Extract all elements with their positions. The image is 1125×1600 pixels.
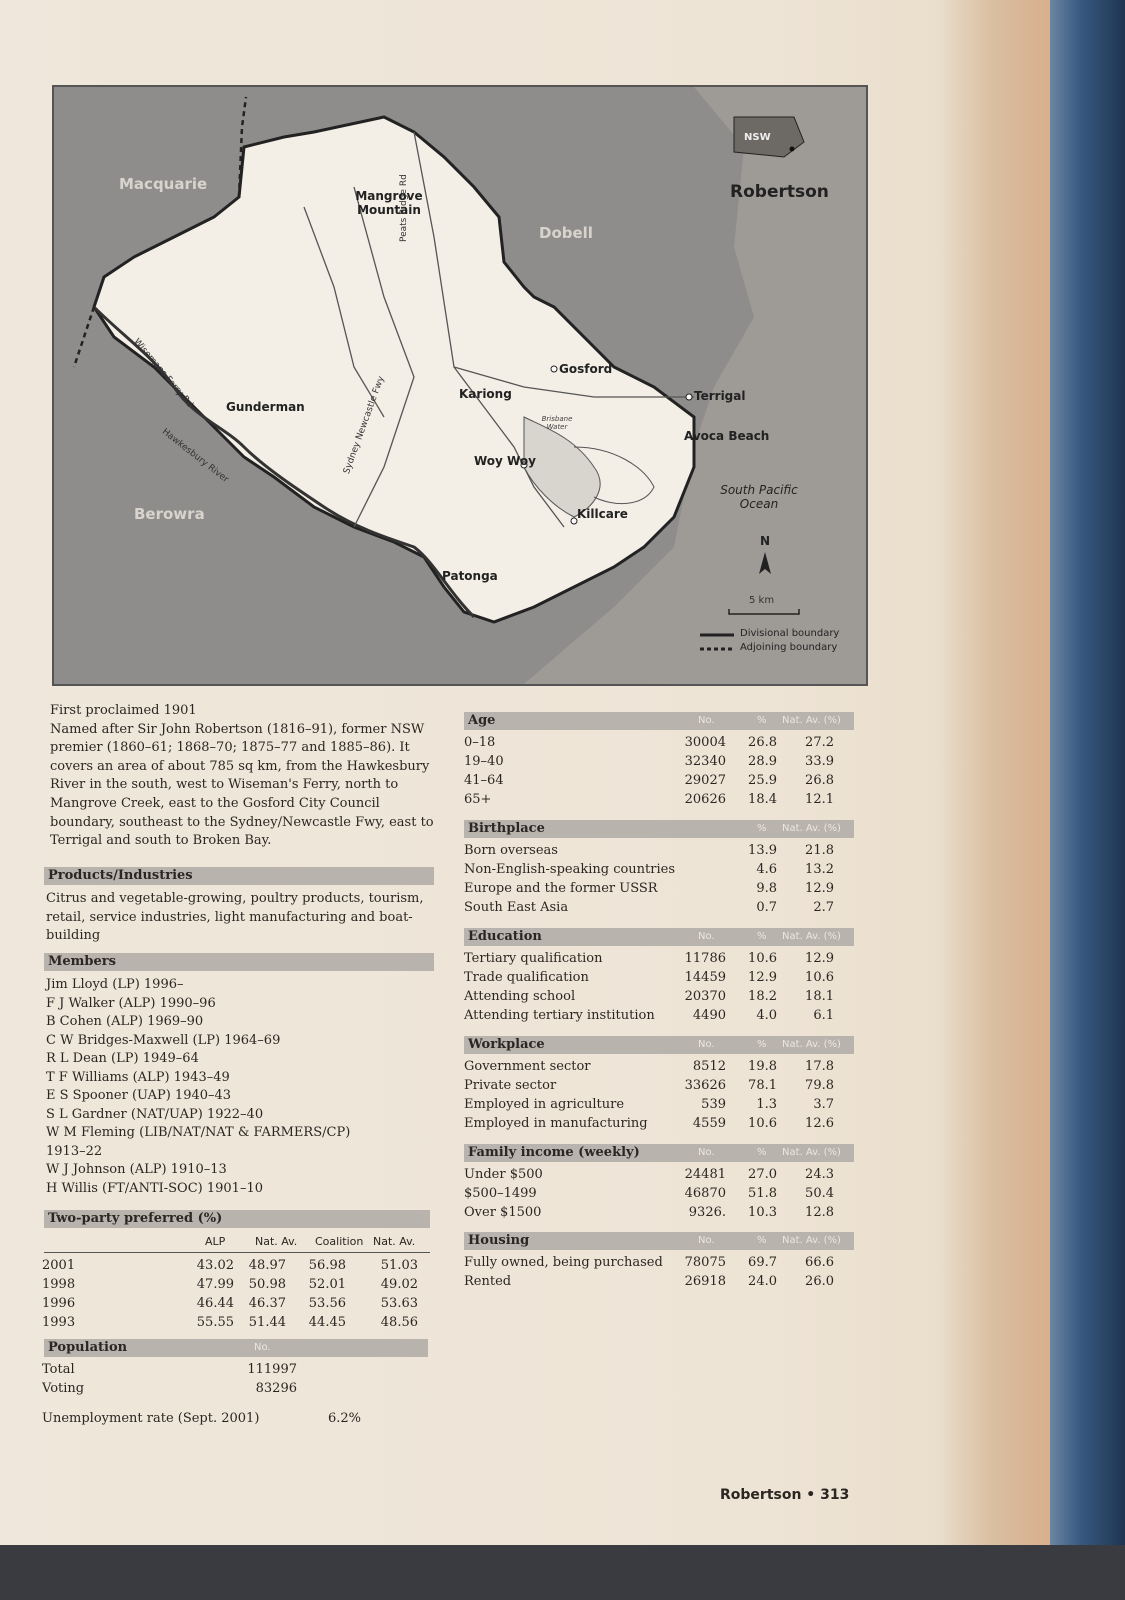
age-percent: 25.9 [748, 773, 777, 788]
education-col-header: % [757, 931, 767, 942]
nsw-inset-label: NSW [744, 132, 771, 143]
proclaimed-line: First proclaimed 1901 [50, 703, 197, 718]
member-item: S L Gardner (NAT/UAP) 1922–40 [46, 1106, 264, 1122]
workplace-national: 3.7 [813, 1097, 834, 1112]
two-party-header-2: Coalition [315, 1235, 364, 1248]
birthplace-row [0, 842, 860, 860]
income-row [0, 1185, 860, 1203]
division-map [52, 85, 868, 686]
workplace-percent: 19.8 [748, 1059, 777, 1074]
housing-count: 78075 [684, 1255, 726, 1270]
education-row [0, 988, 860, 1006]
birthplace-percent: 13.9 [748, 843, 777, 858]
river-hawkesbury: Hawkesbury River [159, 427, 231, 485]
two-party-heading: Two-party preferred (%) [44, 1210, 430, 1228]
housing-col-header: Nat. Av. (%) [782, 1235, 841, 1246]
population-label: Total [42, 1362, 75, 1377]
two-party-header-0: ALP [205, 1235, 226, 1248]
workplace-percent: 10.6 [748, 1116, 777, 1131]
age-count: 30004 [684, 735, 726, 750]
birthplace-col-header: Nat. Av. (%) [782, 823, 841, 834]
income-label: $500–1499 [464, 1186, 537, 1201]
region-label-macquarie: Macquarie [119, 175, 208, 193]
workplace-title: Workplace [468, 1037, 545, 1052]
birthplace-national: 12.9 [805, 881, 834, 896]
education-percent: 12.9 [748, 970, 777, 985]
birthplace-label: Non-English-speaking countries [464, 862, 676, 877]
two-party-value: 46.37 [248, 1296, 286, 1311]
age-count: 32340 [684, 754, 726, 769]
education-row [0, 950, 860, 968]
legend-divisional: Divisional boundary [740, 628, 840, 639]
education-row [0, 969, 860, 987]
education-national: 6.1 [813, 1008, 834, 1023]
age-percent: 26.8 [748, 735, 777, 750]
age-percent: 28.9 [748, 754, 777, 769]
member-item: W J Johnson (ALP) 1910–13 [46, 1162, 227, 1177]
population-row [0, 1380, 440, 1398]
division-description: Named after Sir John Robertson (1816–91), former NSW premier (1860–61; 1868–70; 1875–77 and 1885–86). It covers an area of about 785 sq km, from the Hawkesbury River in the south, west to Wiseman's Ferry, north to Mangrove Creek, east to the Gosford City Council boundary, southeast to the Sydney/Newcastle Fwy, east to Terrigal and south to Broken Bay. [50, 721, 434, 849]
birthplace-label: South East Asia [464, 900, 569, 915]
income-count: 46870 [684, 1186, 726, 1201]
income-national: 12.8 [805, 1205, 834, 1220]
housing-col-header: No. [698, 1235, 715, 1246]
age-count: 20626 [684, 792, 726, 807]
member-item: F J Walker (ALP) 1990–96 [46, 995, 216, 1011]
education-title: Education [468, 929, 542, 944]
two-party-year: 1998 [42, 1277, 76, 1292]
ocean-label: South Pacific Ocean [720, 483, 798, 511]
two-party-header-rule [44, 1252, 430, 1253]
income-title: Family income (weekly) [468, 1145, 640, 1160]
population-value: 111997 [247, 1362, 297, 1377]
workplace-label: Government sector [464, 1059, 591, 1074]
income-national: 50.4 [805, 1186, 834, 1201]
unemployment-row [42, 1410, 442, 1428]
birthplace-national: 2.7 [813, 900, 834, 915]
education-label: Tertiary qualification [464, 951, 603, 966]
birthplace-col-header: % [757, 823, 767, 834]
education-col-header: Nat. Av. (%) [782, 931, 841, 942]
two-party-year: 1993 [42, 1315, 76, 1330]
age-row [0, 791, 860, 809]
road-sydney-newcastle-fwy: Sydney Newcastle Fwy [342, 374, 387, 476]
age-label: 65+ [464, 792, 492, 807]
member-item: R L Dean (LP) 1949–64 [46, 1051, 199, 1066]
population-col-no: No. [254, 1342, 271, 1353]
member-item: T F Williams (ALP) 1943–49 [46, 1069, 230, 1085]
workplace-row [0, 1096, 860, 1114]
housing-percent: 24.0 [748, 1274, 777, 1289]
scan-background [0, 1545, 1125, 1600]
age-percent: 18.4 [748, 792, 777, 807]
age-label: 41–64 [464, 773, 504, 788]
birthplace-national: 13.2 [805, 862, 834, 877]
two-party-value: 52.01 [308, 1277, 346, 1292]
workplace-percent: 1.3 [756, 1097, 777, 1112]
age-national: 27.2 [805, 735, 834, 750]
page-footer: Robertson • 313 [720, 1487, 850, 1503]
workplace-count: 4559 [692, 1116, 726, 1131]
workplace-national: 79.8 [805, 1078, 834, 1093]
legend-adjoining: Adjoining boundary [740, 642, 838, 653]
division-name-label: Robertson [730, 182, 829, 202]
two-party-value: 43.02 [196, 1258, 234, 1273]
two-party-header-1: Nat. Av. [255, 1235, 298, 1248]
income-percent: 51.8 [748, 1186, 777, 1201]
age-col-header: No. [698, 715, 715, 726]
age-row [0, 772, 860, 790]
two-party-value: 51.44 [248, 1315, 286, 1330]
scale-label: 5 km [749, 595, 775, 606]
education-label: Trade qualification [464, 970, 589, 985]
income-label: Over $1500 [464, 1205, 542, 1220]
education-national: 18.1 [805, 989, 834, 1004]
education-percent: 4.0 [756, 1008, 777, 1023]
workplace-count: 539 [701, 1097, 726, 1112]
age-row [0, 753, 860, 771]
birthplace-label: Born overseas [464, 843, 558, 858]
income-col-header: Nat. Av. (%) [782, 1147, 841, 1158]
workplace-heading [464, 1036, 854, 1054]
age-label: 19–40 [464, 754, 504, 769]
birthplace-percent: 0.7 [756, 900, 777, 915]
age-title: Age [468, 713, 496, 728]
place-gunderman: Gunderman [226, 400, 305, 414]
place-kariong: Kariong [459, 387, 512, 401]
income-percent: 27.0 [748, 1167, 777, 1182]
adjacent-page-edge [1050, 0, 1125, 1600]
two-party-value: 50.98 [248, 1277, 286, 1292]
place-mangrove-mountain: Mangrove Mountain [355, 189, 423, 217]
two-party-year: 1996 [42, 1296, 76, 1311]
member-item: 1913–22 [46, 1143, 103, 1159]
workplace-col-header: % [757, 1039, 767, 1050]
two-party-header-3: Nat. Av. [373, 1235, 416, 1248]
housing-count: 26918 [684, 1274, 726, 1289]
income-count: 9326. [688, 1205, 726, 1220]
education-count: 20370 [684, 989, 726, 1004]
birthplace-title: Birthplace [468, 821, 545, 836]
birthplace-row [0, 899, 860, 917]
members-heading: Members [44, 953, 434, 971]
road-peats-ridge: Peats Ridge Rd [399, 174, 409, 242]
member-item: E S Spooner (UAP) 1940–43 [46, 1088, 232, 1103]
workplace-percent: 78.1 [748, 1078, 777, 1093]
birthplace-row [0, 861, 860, 879]
two-party-value: 51.03 [380, 1258, 418, 1273]
education-national: 10.6 [805, 970, 834, 985]
road-wisemans-ferry: Wisemans Ferry Rd [131, 337, 195, 410]
two-party-value: 53.56 [308, 1296, 346, 1311]
income-national: 24.3 [805, 1167, 834, 1182]
two-party-row [0, 1295, 440, 1313]
member-item: B Cohen (ALP) 1969–90 [46, 1014, 204, 1029]
workplace-col-header: No. [698, 1039, 715, 1050]
birthplace-percent: 9.8 [756, 881, 777, 896]
income-row [0, 1204, 860, 1222]
housing-percent: 69.7 [748, 1255, 777, 1270]
housing-label: Rented [464, 1274, 512, 1289]
age-col-header: % [757, 715, 767, 726]
two-party-value: 48.56 [380, 1315, 418, 1330]
workplace-count: 8512 [692, 1059, 726, 1074]
housing-row [0, 1273, 860, 1291]
member-item: C W Bridges-Maxwell (LP) 1964–69 [46, 1032, 281, 1048]
income-row [0, 1166, 860, 1184]
workplace-count: 33626 [684, 1078, 726, 1093]
products-heading: Products/Industries [44, 867, 434, 885]
education-percent: 18.2 [748, 989, 777, 1004]
housing-national: 66.6 [805, 1255, 834, 1270]
workplace-label: Employed in manufacturing [464, 1116, 648, 1131]
two-party-value: 49.02 [380, 1277, 418, 1292]
education-heading [464, 928, 854, 946]
housing-title: Housing [468, 1233, 530, 1248]
population-heading [44, 1339, 428, 1357]
place-terrigal: Terrigal [694, 389, 746, 403]
education-row [0, 1007, 860, 1025]
unemployment-label: Unemployment rate (Sept. 2001) [42, 1411, 260, 1426]
member-item: Jim Lloyd (LP) 1996– [46, 977, 184, 992]
region-label-dobell: Dobell [539, 224, 593, 242]
place-killcare: Killcare [577, 507, 628, 521]
population-title: Population [48, 1340, 128, 1355]
education-count: 11786 [684, 951, 726, 966]
income-count: 24481 [684, 1167, 726, 1182]
education-label: Attending tertiary institution [464, 1008, 655, 1023]
birthplace-row [0, 880, 860, 898]
two-party-value: 46.44 [196, 1296, 234, 1311]
workplace-row [0, 1077, 860, 1095]
age-national: 12.1 [805, 792, 834, 807]
education-label: Attending school [464, 989, 576, 1004]
region-label-berowra: Berowra [134, 505, 205, 523]
north-arrow-label: N [760, 534, 771, 548]
workplace-national: 17.8 [805, 1059, 834, 1074]
two-party-value: 55.55 [196, 1315, 234, 1330]
two-party-value: 53.63 [380, 1296, 418, 1311]
housing-heading [464, 1232, 854, 1250]
population-value: 83296 [255, 1381, 297, 1396]
unemployment-value: 6.2% [328, 1411, 362, 1426]
population-row [0, 1361, 440, 1379]
income-col-header: % [757, 1147, 767, 1158]
two-party-year: 2001 [42, 1258, 76, 1273]
place-patonga: Patonga [442, 569, 498, 583]
education-count: 14459 [684, 970, 726, 985]
income-percent: 10.3 [748, 1205, 777, 1220]
age-national: 33.9 [805, 754, 834, 769]
member-item: H Willis (FT/ANTI-SOC) 1901–10 [46, 1180, 263, 1196]
workplace-national: 12.6 [805, 1116, 834, 1131]
two-party-row [0, 1314, 440, 1332]
place-gosford: Gosford [559, 362, 613, 376]
workplace-row [0, 1115, 860, 1133]
age-national: 26.8 [805, 773, 834, 788]
population-label: Voting [42, 1381, 85, 1396]
birthplace-label: Europe and the former USSR [464, 881, 658, 896]
age-col-header: Nat. Av. (%) [782, 715, 841, 726]
workplace-col-header: Nat. Av. (%) [782, 1039, 841, 1050]
products-text: Citrus and vegetable-growing, poultry products, tourism, retail, service industries, light manufacturing and boat-building [46, 891, 424, 943]
income-heading [464, 1144, 854, 1162]
age-label: 0–18 [464, 735, 496, 750]
housing-row [0, 1254, 860, 1272]
birthplace-national: 21.8 [805, 843, 834, 858]
two-party-value: 56.98 [308, 1258, 346, 1273]
income-label: Under $500 [464, 1167, 543, 1182]
member-item: W M Fleming (LIB/NAT/NAT & FARMERS/CP) [46, 1125, 351, 1140]
age-count: 29027 [684, 773, 726, 788]
education-col-header: No. [698, 931, 715, 942]
housing-national: 26.0 [805, 1274, 834, 1289]
workplace-label: Employed in agriculture [464, 1097, 625, 1112]
place-woy-woy: Woy Woy [474, 454, 536, 468]
housing-label: Fully owned, being purchased [464, 1255, 663, 1270]
housing-col-header: % [757, 1235, 767, 1246]
water-brisbane-water: Brisbane Water [541, 415, 573, 431]
income-col-header: No. [698, 1147, 715, 1158]
two-party-value: 48.97 [248, 1258, 286, 1273]
education-count: 4490 [692, 1008, 726, 1023]
two-party-value: 47.99 [196, 1277, 234, 1292]
workplace-label: Private sector [464, 1078, 557, 1093]
birthplace-heading [464, 820, 854, 838]
education-percent: 10.6 [748, 951, 777, 966]
place-avoca-beach: Avoca Beach [684, 429, 770, 443]
age-heading [464, 712, 854, 730]
workplace-row [0, 1058, 860, 1076]
education-national: 12.9 [805, 951, 834, 966]
two-party-value: 44.45 [308, 1315, 346, 1330]
age-row [0, 734, 860, 752]
birthplace-percent: 4.6 [756, 862, 777, 877]
